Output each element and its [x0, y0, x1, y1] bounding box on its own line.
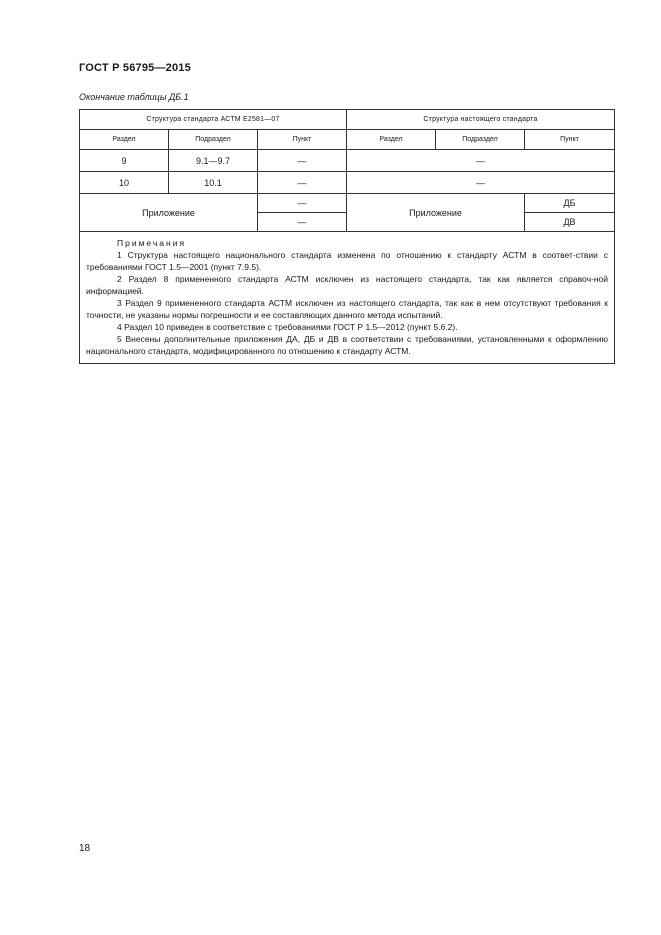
note-item: 1 Структура настоящего национального стандарта изменена по отношению к стандарту АСТМ в соответ-ствии с требованиями ГОСТ 1.5—2001 (пункт 7.9.5).	[86, 250, 608, 272]
cell-punkt: —	[258, 150, 347, 172]
note-item: 4 Раздел 10 приведен в соответствие с требованиями ГОСТ Р 1.5—2012 (пункт 5.6.2).	[117, 322, 458, 332]
column-header: Подраздел	[436, 130, 525, 150]
cell-national: —	[347, 150, 615, 172]
table-row-appendix	[80, 194, 615, 213]
table-group-header-row	[80, 110, 615, 130]
cell-podrazdel: 10.1	[169, 172, 258, 194]
group-header-astm: Структура стандарта АСТМ Е2581—07	[80, 110, 347, 130]
cell-podrazdel: 9.1—9.7	[169, 150, 258, 172]
column-header: Пункт	[525, 130, 615, 150]
cell-razdel: 9	[80, 150, 169, 172]
cell-punkt: —	[258, 172, 347, 194]
appendix-value-national: ДВ	[525, 213, 615, 232]
table-notes-row	[80, 232, 615, 364]
notes-heading: Примечания	[117, 238, 187, 248]
cell-razdel: 10	[80, 172, 169, 194]
table-caption: Окончание таблицы ДБ.1	[79, 92, 189, 102]
page-number: 18	[79, 843, 91, 854]
notes-cell	[80, 232, 615, 364]
appendix-value-national: ДБ	[525, 194, 615, 213]
appendix-value-astm: —	[258, 194, 347, 213]
table-column-header-row	[80, 130, 615, 150]
cell-national: —	[347, 172, 615, 194]
appendix-value-astm: —	[258, 213, 347, 232]
column-header: Раздел	[347, 130, 436, 150]
column-header: Раздел	[80, 130, 169, 150]
note-item: 5 Внесены дополнительные приложения ДА, ДБ и ДВ в соответствии с требованиями, установленными к оформлению национального стандарта, модифицированного по отношению к стандарту АСТМ.	[86, 334, 608, 356]
structure-table	[79, 109, 615, 364]
note-item: 2 Раздел 8 примененного стандарта АСТМ исключен из настоящего стандарта, так как является справоч-ной информацией.	[86, 274, 608, 296]
appendix-label-national: Приложение	[347, 194, 525, 232]
table-row	[80, 150, 615, 172]
group-header-national: Структура настоящего стандарта	[347, 110, 615, 130]
document-code: ГОСТ Р 56795—2015	[79, 62, 191, 74]
table-row	[80, 172, 615, 194]
note-item: 3 Раздел 9 примененного стандарта АСТМ исключен из настоящего стандарта, так как в нем отсутствуют требования к точности, не указаны нормы погрешности и ее составляющих данного метода испытаний.	[86, 298, 608, 320]
column-header: Подраздел	[169, 130, 258, 150]
column-header: Пункт	[258, 130, 347, 150]
appendix-label-astm: Приложение	[80, 194, 258, 232]
